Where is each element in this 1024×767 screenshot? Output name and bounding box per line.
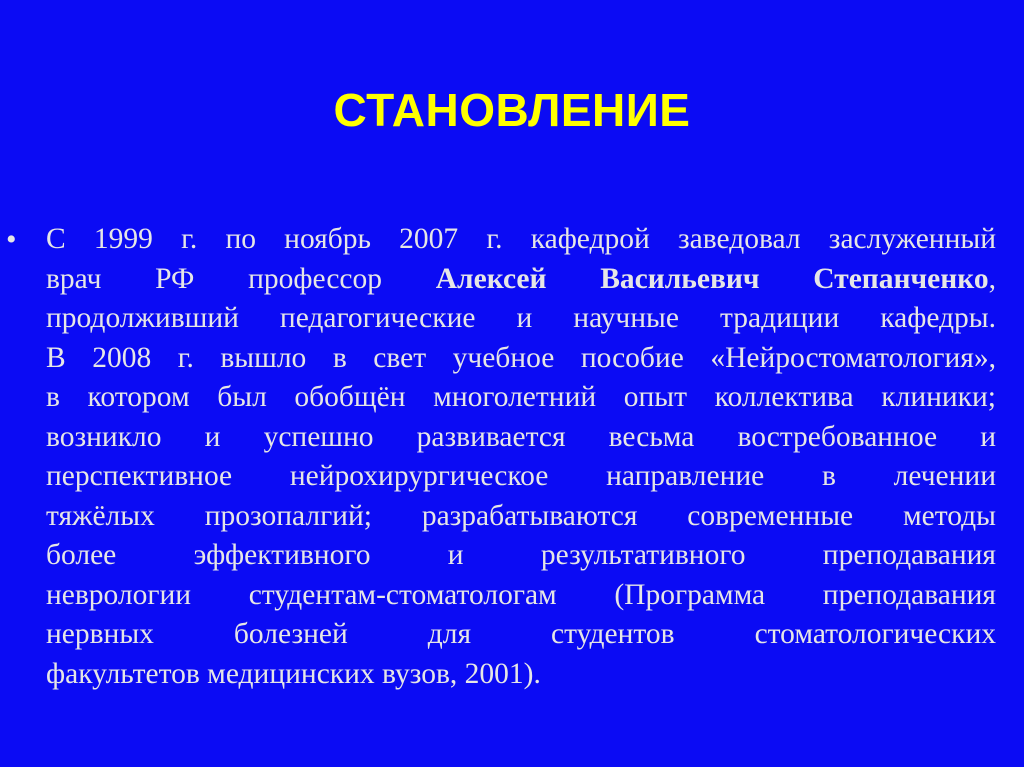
paragraph-line: В 2008 г. вышло в свет учебное пособие «Нейростоматология», bbox=[46, 341, 996, 374]
paragraph-line: тяжёлых прозопалгий; разрабатываются современные методы bbox=[46, 499, 996, 532]
paragraph-line: факультетов медицинских вузов, 2001). bbox=[46, 657, 541, 690]
paragraph-line: возникло и успешно развивается весьма востребованное и bbox=[46, 420, 996, 453]
paragraph-line-with-name bbox=[46, 260, 996, 300]
paragraph-line: продолживший педагогические и научные традиции кафедры. bbox=[46, 302, 996, 334]
paragraph-line-text: врач РФ профессор bbox=[46, 262, 436, 295]
paragraph-line: неврологии студентам-стоматологам (Программа преподавания bbox=[46, 578, 996, 611]
bullet-marker: • bbox=[6, 223, 17, 256]
paragraph-line: в котором был обобщён многолетний опыт коллектива клиники; bbox=[46, 381, 996, 413]
bullet-paragraph bbox=[46, 220, 996, 694]
paragraph-line: перспективное нейрохирургическое направление в лечении bbox=[46, 460, 996, 492]
paragraph-line: нервных болезней для студентов стоматологических bbox=[46, 618, 996, 650]
professor-name: Алексей Васильевич Степанченко bbox=[435, 262, 989, 295]
paragraph-line: С 1999 г. по ноябрь 2007 г. кафедрой заведовал заслуженный bbox=[46, 223, 996, 255]
paragraph-line: более эффективного и результативного преподавания bbox=[46, 539, 996, 571]
slide-title: СТАНОВЛЕНИЕ bbox=[333, 84, 691, 136]
name-comma: , bbox=[988, 262, 996, 295]
